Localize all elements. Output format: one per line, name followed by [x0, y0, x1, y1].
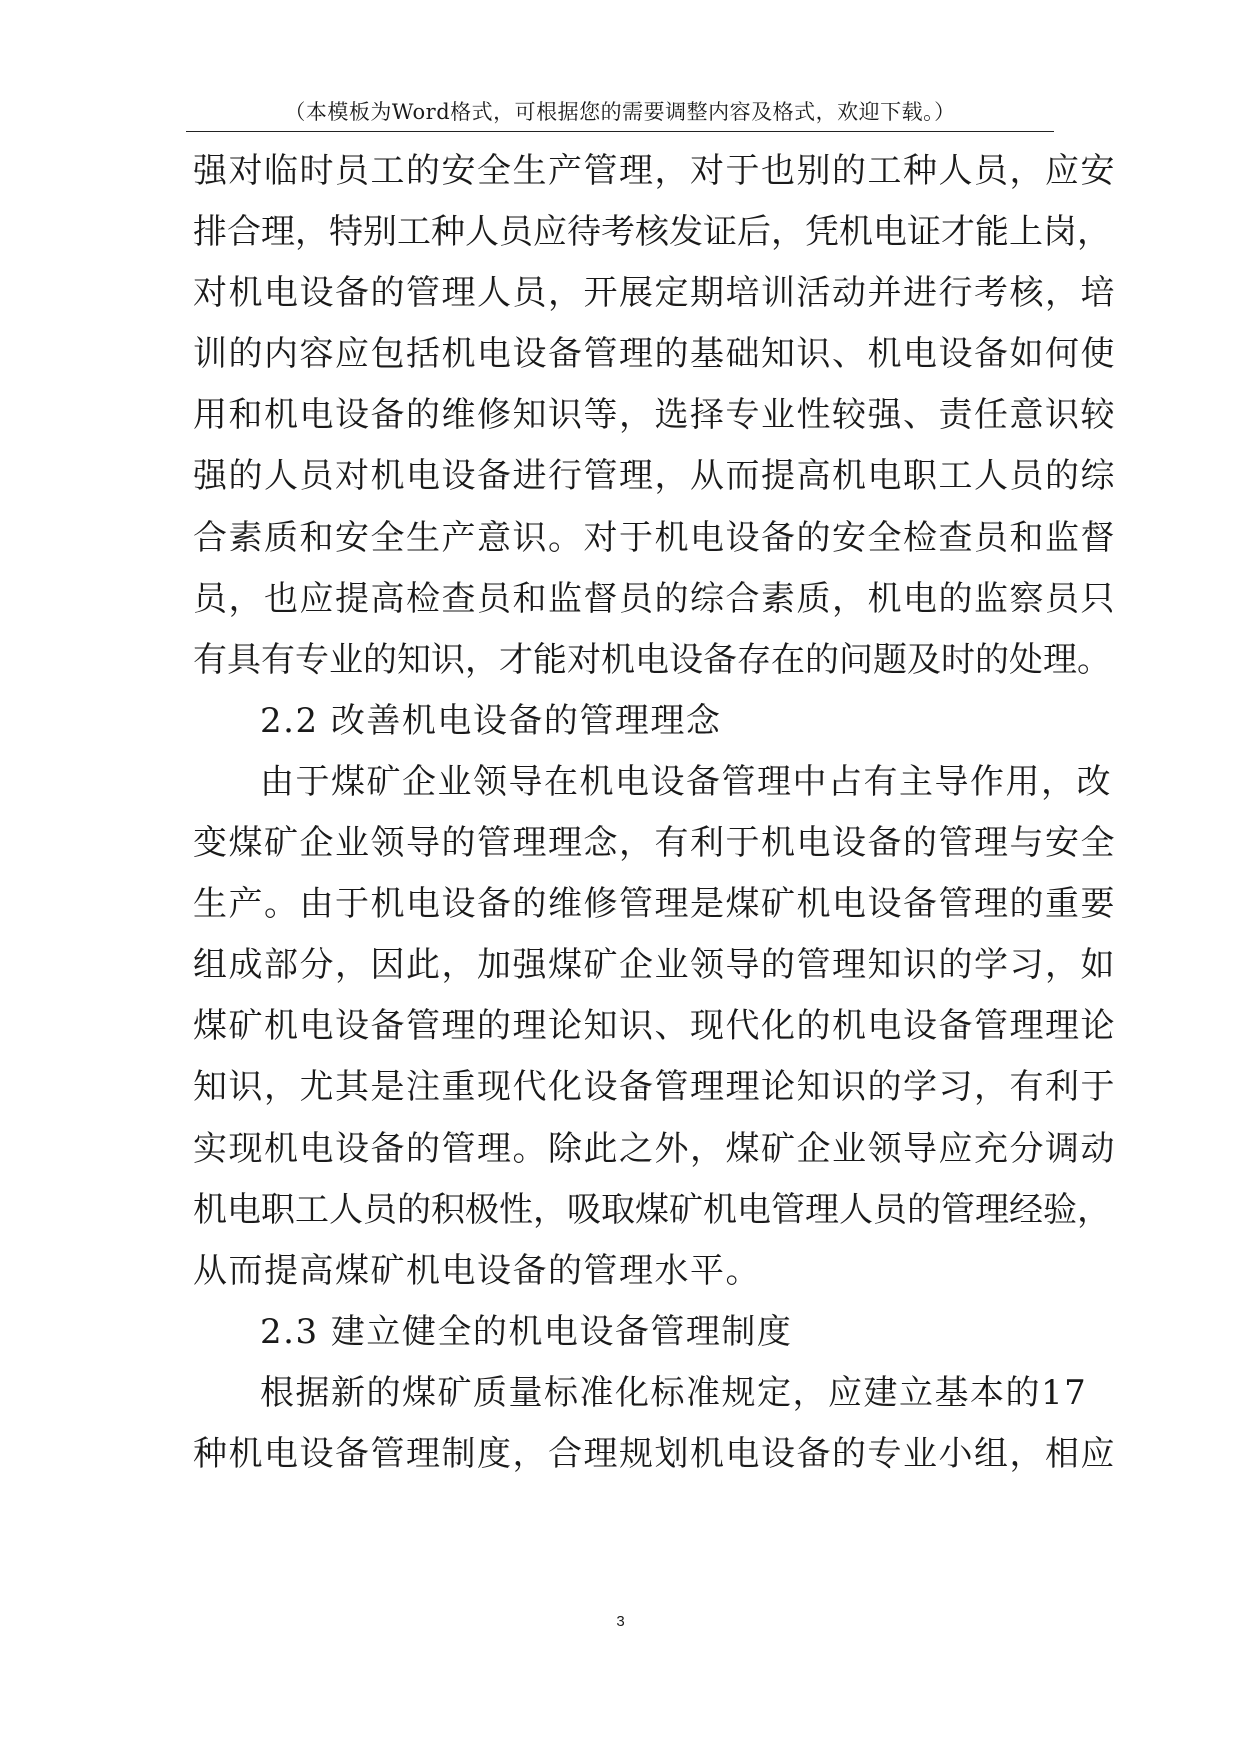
- paragraph-line: 训的内容应包括机电设备管理的基础知识、机电设备如何使: [193, 334, 1116, 375]
- paragraph-line: 煤矿机电设备管理的理论知识、现代化的机电设备管理理论: [193, 1006, 1116, 1047]
- paragraph-line: 排合理，特别工种人员应待考核发证后，凭机电证才能上岗，: [193, 212, 1111, 253]
- paragraph-line: 用和机电设备的维修知识等，选择专业性较强、责任意识较: [193, 395, 1116, 436]
- paragraph-line: 生产。由于机电设备的维修管理是煤矿机电设备管理的重要: [193, 884, 1116, 925]
- paragraph-line: 强对临时员工的安全生产管理，对于也别的工种人员，应安: [193, 151, 1116, 191]
- paragraph-line: 由于煤矿企业领导在机电设备管理中占有主导作用，改: [260, 761, 1112, 802]
- page-number: 3: [616, 1613, 625, 1630]
- page-header: （本模板为Word格式，可根据您的需要调整内容及格式，欢迎下载。）: [284, 100, 956, 124]
- paragraph-line: 种机电设备管理制度，合理规划机电设备的专业小组，相应: [193, 1433, 1116, 1474]
- paragraph-line: 对机电设备的管理人员，开展定期培训活动并进行考核，培: [193, 273, 1116, 314]
- section-heading: 2.2 改善机电设备的管理理念: [260, 700, 722, 741]
- paragraph-line: 合素质和安全生产意识。对于机电设备的安全检查员和监督: [193, 517, 1116, 558]
- paragraph-line: 知识，尤其是注重现代化设备管理理论知识的学习，有利于: [193, 1067, 1116, 1108]
- paragraph-line: 有具有专业的知识，才能对机电设备存在的问题及时的处理。: [193, 639, 1111, 680]
- paragraph-line: 机电职工人员的积极性，吸取煤矿机电管理人员的管理经验，: [193, 1189, 1111, 1230]
- header-rule: [186, 131, 1054, 132]
- section-heading: 2.3 建立健全的机电设备管理制度: [260, 1311, 793, 1352]
- paragraph-line: 实现机电设备的管理。除此之外，煤矿企业领导应充分调动: [193, 1128, 1116, 1169]
- paragraph-line: 变煤矿企业领导的管理理念，有利于机电设备的管理与安全: [193, 823, 1116, 864]
- paragraph-line: 从而提高煤矿机电设备的管理水平。: [193, 1250, 761, 1291]
- paragraph-line: 强的人员对机电设备进行管理，从而提高机电职工人员的综: [193, 456, 1116, 497]
- paragraph-line: 组成部分，因此，加强煤矿企业领导的管理知识的学习，如: [193, 945, 1116, 986]
- body-text: [193, 141, 1116, 1485]
- paragraph-line: 员，也应提高检查员和监督员的综合素质，机电的监察员只: [193, 578, 1116, 619]
- paragraph-line: 根据新的煤矿质量标准化标准规定，应建立基本的17: [260, 1372, 1088, 1413]
